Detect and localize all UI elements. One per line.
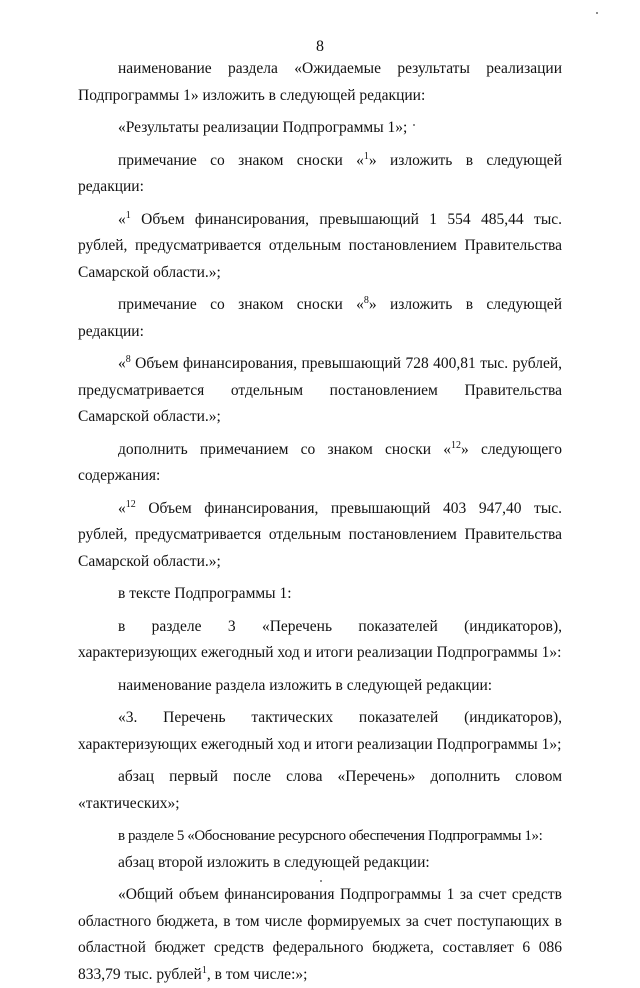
paragraph-footnote-12-note <box>78 437 562 490</box>
text-segment: «Общий объем финансирования Подпрограммы 1 за счет средств областного бюджета, в том числе формируемых за счет поступающих в областной бюджет средств федерального бюджета, составляет 6 086 833,79 тыс. рублей <box>78 886 562 983</box>
paragraph-first-abzac: абзац первый после слова «Перечень» дополнить словом «тактических»; <box>78 768 562 812</box>
paragraph-footnote-8-note <box>78 292 562 345</box>
text-segment: « <box>118 499 126 517</box>
text-segment: примечание со знаком сноски « <box>118 296 364 313</box>
paragraph-footnote-8-text <box>78 351 562 431</box>
page-number: 8 <box>316 38 324 55</box>
footnote-mark: 1 <box>363 150 369 162</box>
paragraph-footnote-12-text <box>78 496 562 576</box>
paragraph-section-name-edit: наименование раздела изложить в следующей редакции: <box>118 676 493 694</box>
text-segment: , в том числе:»; <box>206 965 308 983</box>
footnote-mark: 1 <box>125 209 131 221</box>
paragraph-subprogram-text: в тексте Подпрограммы 1: <box>118 585 292 602</box>
scan-speck <box>596 12 598 14</box>
text-segment: примечание со знаком сноски « <box>118 151 364 169</box>
footnote-mark: 1 <box>201 964 207 976</box>
text-segment: « <box>118 355 126 372</box>
footnote-mark: 12 <box>125 498 136 510</box>
paragraph-footnote-1-text <box>78 207 562 287</box>
text-segment: дополнить примечанием со знаком сноски « <box>118 440 451 458</box>
paragraph-section-3: в разделе 3 «Перечень показателей (индикаторов), характеризующих ежегодный ход и итоги реализации Подпрограммы 1»: <box>78 617 562 661</box>
text-segment: Объем финансирования, превышающий 728 400,81 тыс. рублей, предусматривается отдельным постановлением Правительства Самарской области.»; <box>78 355 562 425</box>
footnote-mark: 12 <box>450 439 461 451</box>
paragraph-section-5: в разделе 5 «Обоснование ресурсного обеспечения Подпрограммы 1»: <box>118 828 543 844</box>
scan-speck <box>413 124 415 126</box>
text-segment: » изложить в следующей редакции: <box>78 151 562 195</box>
scan-speck <box>320 880 322 882</box>
text-segment: Объем финансирования, превышающий 403 947,40 тыс. рублей, предусматривается отдельным постановлением Правительства Самарской области.»; <box>78 499 562 570</box>
text-segment: » следующего содержания: <box>78 440 562 484</box>
text-segment: Объем финансирования, превышающий 1 554 485,44 тыс. рублей, предусматривается отдельным постановлением Правительства Самарской области.»; <box>78 210 562 281</box>
paragraph-section-3-title: «3. Перечень тактических показателей (индикаторов), характеризующих ежегодный ход и итоги реализации Подпрограммы 1»; <box>78 709 562 753</box>
text-segment: « <box>118 210 126 228</box>
paragraph-total-financing <box>78 882 562 988</box>
document-body <box>78 56 562 988</box>
footnote-mark: 8 <box>125 353 131 365</box>
text-segment: » изложить в следующей редакции: <box>78 296 562 340</box>
paragraph-second-abzac: абзац второй изложить в следующей редакции: <box>118 853 430 871</box>
paragraph-section-name-results: наименование раздела «Ожидаемые результаты реализации Подпрограммы 1» изложить в следующей редакции: <box>78 60 562 104</box>
paragraph-results-title: «Результаты реализации Подпрограммы 1»; <box>118 119 408 136</box>
paragraph-footnote-1-note <box>78 148 562 201</box>
footnote-mark: 8 <box>363 294 369 306</box>
